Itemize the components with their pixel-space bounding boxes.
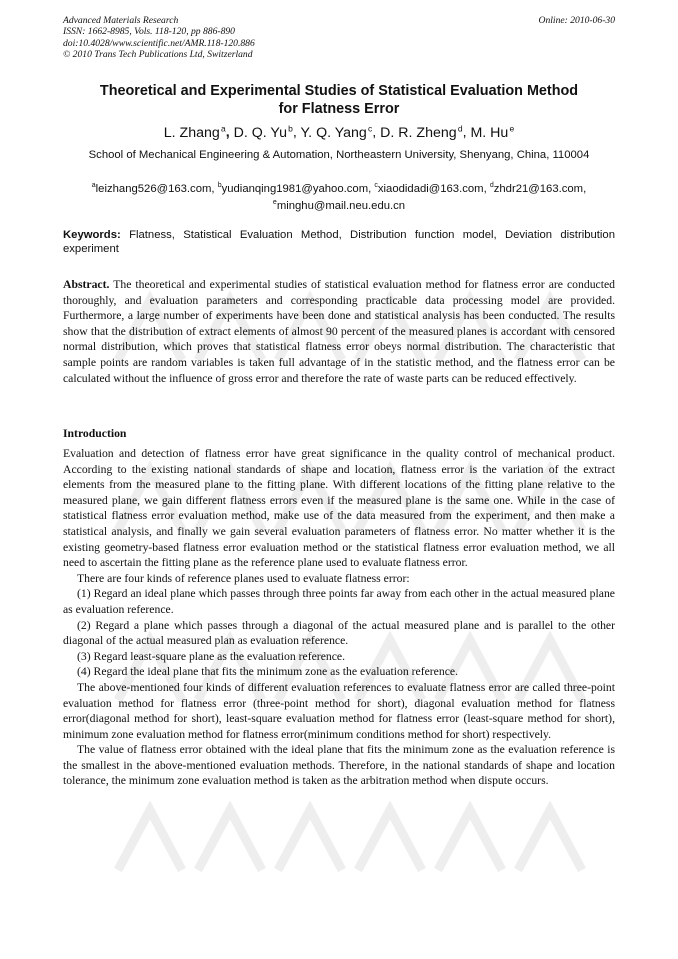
paper-title <box>63 83 615 118</box>
paragraph: (4) Regard the ideal plane that fits the minimum zone as the evaluation reference. <box>77 665 458 679</box>
author: L. Zhang $^a$ <box>163 123 226 141</box>
author-list: L. Zhang $^a$, D. Q. Yu $^b$, Y. Q. Yang $^c$, D. R. Zheng $^d$, M. Hu $^e$ <box>163 123 515 141</box>
email: $^a$leizhang526@163.com <box>91 182 212 195</box>
abstract-text: The theoretical and experimental studies of statistical evaluation method for flatness error are conducted thoroughly, and evaluation parameters and corresponding practicable data processing model are provided. Furthermore, a large number of experiments have been done and statistical analysis has been conducted. The results show that the distribution of extract elements of almost 90 percent of the measured planes is accordant with censored normal distribution, which proves that statistical flatness error obeys normal distribution. The characteristic that sample points are random variables is taken full advantage of in the statistic method, and the flatness error can be calculated without the influence of gross error and therefore the rate of waste parts can be reduced effectively. <box>63 278 615 385</box>
publication-info <box>63 15 255 61</box>
copyright-line: © 2010 Trans Tech Publications Ltd, Switzerland <box>63 49 253 61</box>
email: $^b$yudianqing1981@yahoo.com <box>217 182 369 195</box>
author: M. Hu $^e$ <box>470 123 515 141</box>
abstract-label: Abstract. <box>63 278 110 291</box>
paragraph: (1) Regard an ideal plane which passes through three points far away from each other in the actual measured plane as evaluation reference. <box>63 587 615 616</box>
issn-line: ISSN: 1662-8985, Vols. 118-120, pp 886-890 <box>63 26 235 38</box>
paragraph: Evaluation and detection of flatness error have great significance in the quality control of mechanical product. According to the existing national standards of shape and location, flatness error is the variation of the extract elements from the measured plane to the fitting plane. With different locations of the fitting plane relative to the measured plane, we gain different flatness errors even if the measured plane is the same one. While in the case of statistical flatness error evaluation method, make use of the data measured from the experiment, and then make a statistical analysis, and finally we gain several evaluation parameters of flatness error. No matter whether it is the existing geometry-based flatness error evaluation method or the statistical flatness error evaluation method, we all need to ascertain the fitting plane as the reference plane used to evaluate flatness error. <box>63 447 615 570</box>
abstract <box>63 277 615 386</box>
keywords <box>63 228 615 256</box>
paragraph: The above-mentioned four kinds of different evaluation references to evaluate flatness error are called three-point evaluation method for flatness error (three-point method for short), diagonal evaluation method for flatness error(diagonal method for short), least-square evaluation method for flatness error (least-square method for short), minimum zone evaluation method for flatness error(minimum conditions method for short) respectively. <box>63 680 615 741</box>
title-line-1: Theoretical and Experimental Studies of Statistical Evaluation Method <box>99 83 579 99</box>
author: D. R. Zheng $^d$ <box>380 123 463 141</box>
section-body <box>63 446 615 789</box>
keywords-label: Keywords: <box>63 229 121 241</box>
online-date: Online: 2010-06-30 <box>538 15 615 26</box>
author: Y. Q. Yang $^c$ <box>300 123 373 141</box>
paragraph: There are four kinds of reference planes used to evaluate flatness error: <box>77 571 410 585</box>
paragraph: (2) Regard a plane which passes through a diagonal of the actual measured plane and is parallel to the other diagonal of the actual measured plan as evaluation reference. <box>63 618 615 648</box>
doi-line: doi:10.4028/www.scientific.net/AMR.118-120.886 <box>63 37 255 49</box>
email: $^e$minghu@mail.neu.edu.cn <box>272 198 406 212</box>
email: $^c$xiaodidadi@163.com <box>374 182 484 195</box>
journal-name: Advanced Materials Research <box>63 15 179 26</box>
affiliation: School of Mechanical Engineering & Automation, Northeastern University, Shenyang, China, 110004 <box>88 149 590 161</box>
title-line-2: for Flatness Error <box>278 100 400 117</box>
author: D. Q. Yu $^b$ <box>233 123 293 141</box>
email: $^d$zhdr21@163.com <box>489 182 584 195</box>
section-heading: Introduction <box>63 427 127 440</box>
paragraph: (3) Regard least-square plane as the evaluation reference. <box>77 649 346 663</box>
email-list: $^a$leizhang526@163.com, $^b$yudianqing1981@yahoo.com, $^c$xiaodidadi@163.com, $^d$zhdr21@163.com, $^e$minghu@mail.neu.edu.cn <box>91 182 587 212</box>
paragraph: The value of flatness error obtained with the ideal plane that fits the minimum zone as the evaluation reference is the smallest in the above-mentioned evaluation methods. Therefore, in the national standards of shape and location tolerance, the minimum zone evaluation method is taken as the arbitration method when dispute occurs. <box>63 743 615 788</box>
keywords-text: Flatness, Statistical Evaluation Method, Distribution function model, Deviation distribution experiment <box>63 229 615 255</box>
